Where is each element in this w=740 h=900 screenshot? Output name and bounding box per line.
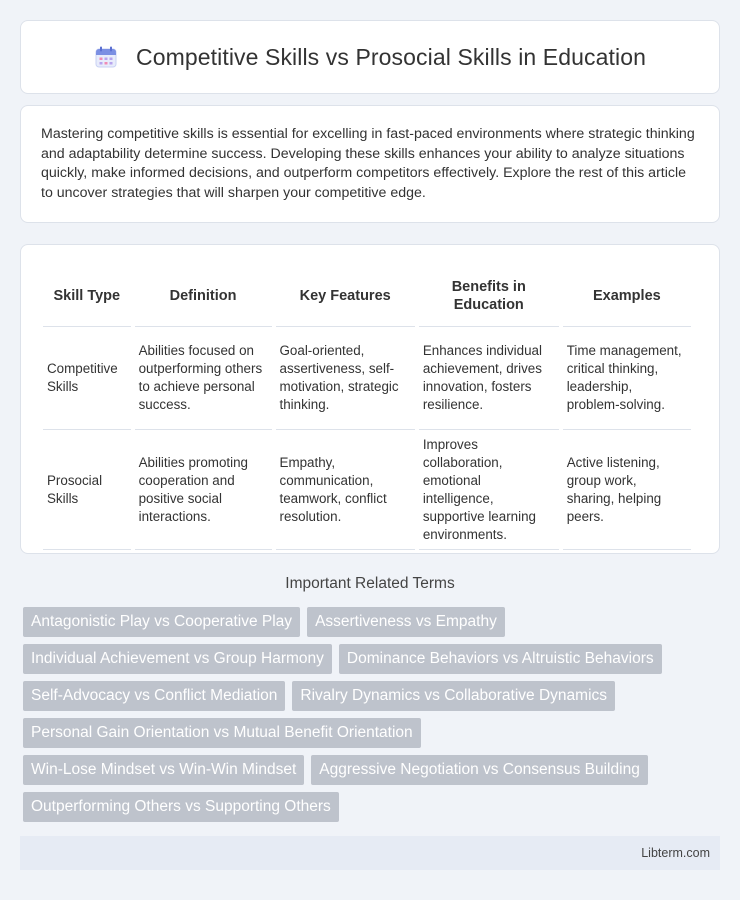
header-card: [20, 20, 720, 94]
table-cell: Time management, critical thinking, leadership, problem-solving.: [563, 327, 691, 430]
header-examples: Examples: [563, 265, 691, 327]
tag-row: [23, 681, 723, 711]
header-definition: Definition: [135, 265, 272, 327]
related-terms-tags: [23, 607, 723, 829]
table-row: [43, 327, 691, 430]
related-term-tag[interactable]: Antagonistic Play vs Cooperative Play: [23, 607, 300, 637]
footer-bar: [20, 836, 720, 870]
tag-row: [23, 607, 723, 637]
related-term-tag[interactable]: Assertiveness vs Empathy: [307, 607, 505, 637]
related-term-tag[interactable]: Outperforming Others vs Supporting Others: [23, 792, 339, 822]
tag-row: [23, 792, 723, 822]
header-skill-type: Skill Type: [43, 265, 131, 327]
table-header-row: [43, 265, 691, 327]
related-term-tag[interactable]: Self-Advocacy vs Conflict Mediation: [23, 681, 285, 711]
intro-text: Mastering competitive skills is essential for excelling in fast-paced environments where strategic thinking and adaptability determine success. Developing these skills enhances your ability to analyze situations quickly, make informed decisions, and outperform competitors effectively. Explore the rest of this article to uncover strategies that will sharpen your competitive edge.: [41, 126, 695, 201]
tag-row: [23, 755, 723, 785]
related-term-tag[interactable]: Win-Lose Mindset vs Win-Win Mindset: [23, 755, 304, 785]
header-benefits: Benefits in Education: [419, 265, 559, 327]
related-term-tag[interactable]: Personal Gain Orientation vs Mutual Benefit Orientation: [23, 718, 421, 748]
table-cell: Empathy, communication, teamwork, conflict resolution.: [276, 430, 415, 550]
table-cell: Prosocial Skills: [43, 430, 131, 550]
tag-row: [23, 718, 723, 748]
table-card: [20, 244, 720, 554]
table-cell: Enhances individual achievement, drives innovation, fosters resilience.: [419, 327, 559, 430]
table-cell: Active listening, group work, sharing, helping peers.: [563, 430, 691, 550]
footer-site-link[interactable]: Libterm.com: [641, 846, 710, 860]
table-cell: Goal-oriented, assertiveness, self-motivation, strategic thinking.: [276, 327, 415, 430]
related-term-tag[interactable]: Aggressive Negotiation vs Consensus Building: [311, 755, 648, 785]
table-cell: Improves collaboration, emotional intelligence, supportive learning environments.: [419, 430, 559, 550]
table-cell: Abilities focused on outperforming others to achieve personal success.: [135, 327, 272, 430]
header-key-features: Key Features: [276, 265, 415, 327]
table-cell: Abilities promoting cooperation and positive social interactions.: [135, 430, 272, 550]
table-row: [43, 430, 691, 550]
title-wrap: [94, 44, 646, 71]
table-cell: Competitive Skills: [43, 327, 131, 430]
comparison-table: [39, 265, 695, 550]
related-terms-title: Important Related Terms: [285, 575, 455, 592]
related-term-tag[interactable]: Individual Achievement vs Group Harmony: [23, 644, 332, 674]
related-term-tag[interactable]: Rivalry Dynamics vs Collaborative Dynamics: [292, 681, 615, 711]
page-title: Competitive Skills vs Prosocial Skills in Education: [135, 43, 646, 70]
tag-row: [23, 644, 723, 674]
intro-card: [20, 105, 720, 223]
calendar-icon: [94, 45, 118, 69]
related-term-tag[interactable]: Dominance Behaviors vs Altruistic Behaviors: [339, 644, 662, 674]
